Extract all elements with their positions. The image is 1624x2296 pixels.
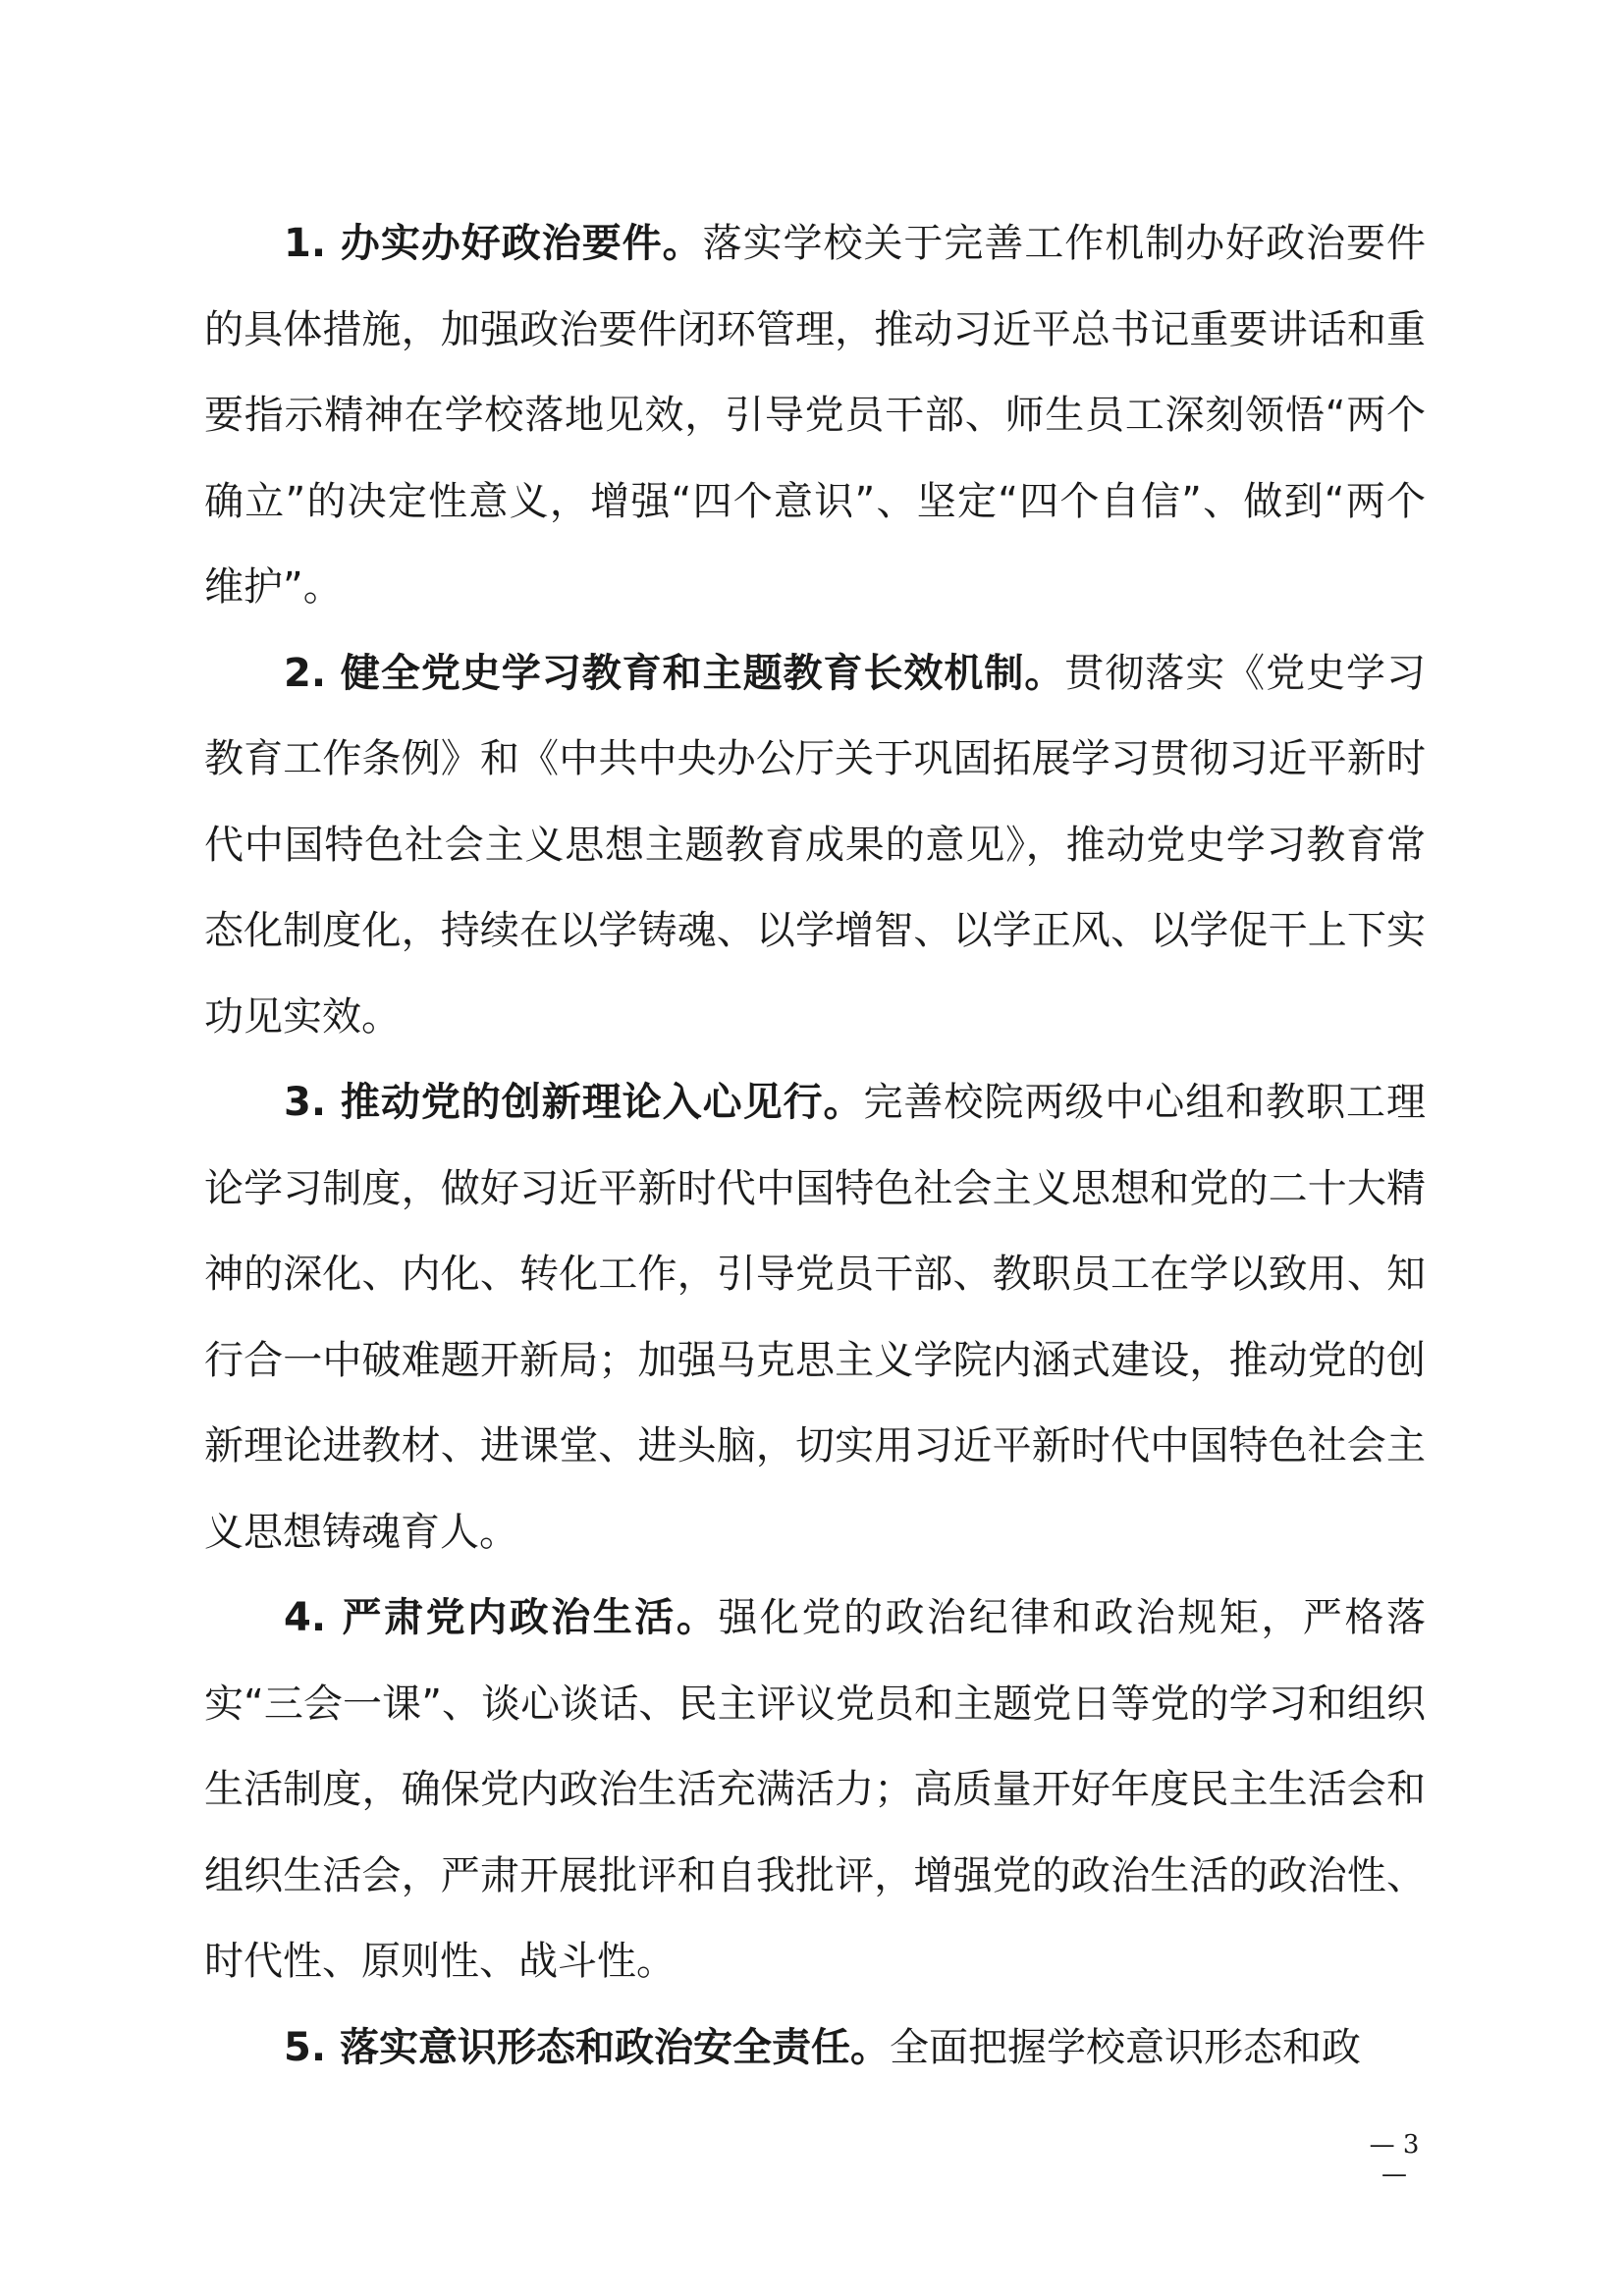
paragraph-heading: 1. 办实办好政治要件。 bbox=[284, 221, 703, 266]
paragraph-4 bbox=[204, 1575, 1426, 2005]
paragraph-heading: 3. 推动党的创新理论入心见行。 bbox=[284, 1080, 864, 1125]
paragraph-text: 强化党的政治纪律和政治规矩，严格落实“三会一课”、谈心谈话、民主评议党员和主题党日等党的学习和组织生活制度，确保党内政治生活充满活力；高质量开好年度民主生活会和组织生活会，严肃开展批评和自我批评，增强党的政治生活的政治性、时代性、原则性、战斗性。 bbox=[204, 1595, 1427, 1984]
paragraph-text: 完善校院两级中心组和教职工理论学习制度，做好习近平新时代中国特色社会主义思想和党的二十大精神的深化、内化、转化工作，引导党员干部、教职员工在学以致用、知行合一中破难题开新局；加强马克思主义学院内涵式建设，推动党的创新理论进教材、进课堂、进头脑，切实用习近平新时代中国特色社会主义思想铸魂育人。 bbox=[204, 1080, 1427, 1555]
page-number: — 3 — bbox=[1369, 2130, 1420, 2189]
paragraph-1 bbox=[204, 201, 1426, 631]
paragraph-2 bbox=[204, 631, 1426, 1061]
paragraph-heading: 2. 健全党史学习教育和主题教育长效机制。 bbox=[284, 650, 1065, 696]
paragraph-text: 落实学校关于完善工作机制办好政治要件的具体措施，加强政治要件闭环管理，推动习近平总书记重要讲话和重要指示精神在学校落地见效，引导党员干部、师生员工深刻领悟“两个确立”的决定性意义，增强“四个意识”、坚定“四个自信”、做到“两个维护”。 bbox=[204, 221, 1427, 610]
paragraph-3 bbox=[204, 1060, 1426, 1575]
document-body bbox=[204, 201, 1426, 2091]
paragraph-text: 全面把握学校意识形态和政 bbox=[889, 2024, 1361, 2070]
paragraph-text: 贯彻落实《党史学习教育工作条例》和《中共中央办公厅关于巩固拓展学习贯彻习近平新时代中国特色社会主义思想主题教育成果的意见》，推动党史学习教育常态化制度化，持续在以学铸魂、以学增智、以学正风、以学促干上下实功见实效。 bbox=[204, 650, 1427, 1040]
paragraph-5 bbox=[204, 2005, 1426, 2092]
paragraph-heading: 5. 落实意识形态和政治安全责任。 bbox=[284, 2024, 890, 2070]
paragraph-heading: 4. 严肃党内政治生活。 bbox=[284, 1595, 719, 1640]
